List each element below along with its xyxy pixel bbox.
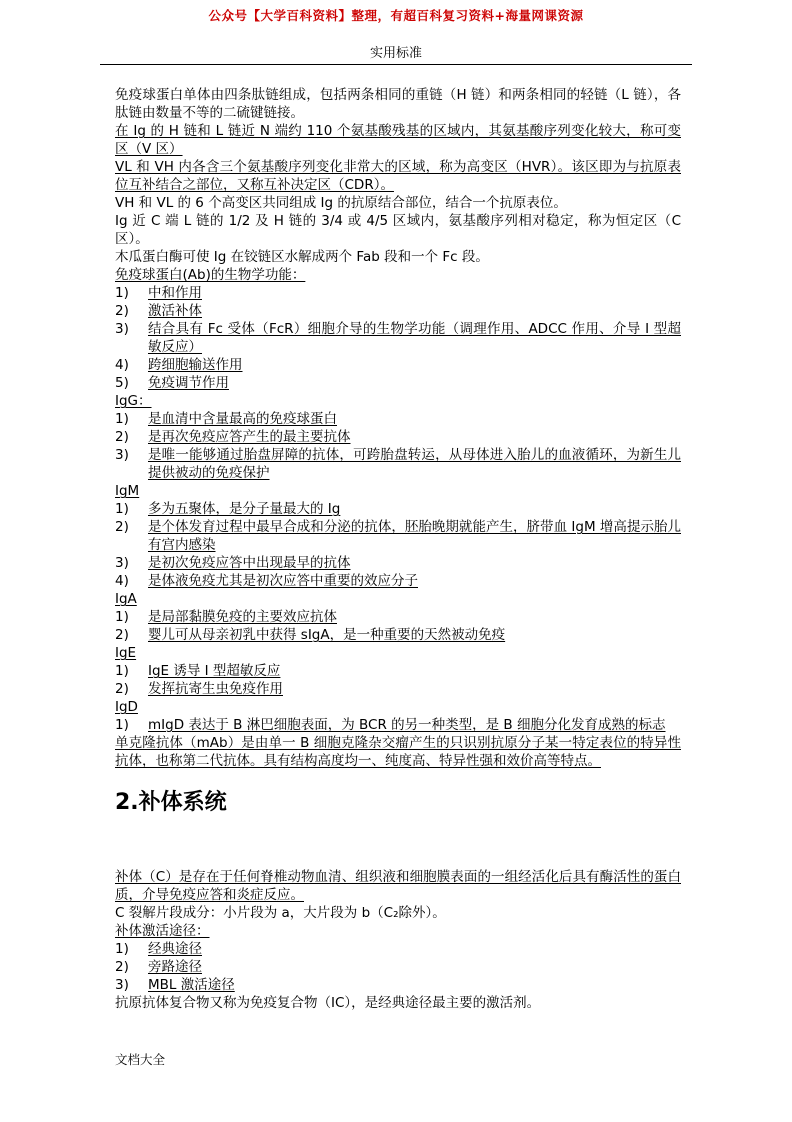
paragraph: 免疫球蛋白(Ab)的生物学功能： [115, 267, 306, 283]
list-item [115, 976, 681, 994]
paragraph: IgD [115, 699, 138, 715]
footer-label: 文档大全 [115, 1052, 166, 1067]
list-marker: 2) [115, 519, 129, 535]
paragraph: C 裂解片段成分：小片段为 a，大片段为 b（C₂除外）。 [115, 905, 446, 921]
list-item [115, 554, 681, 572]
list-item [115, 356, 681, 374]
list-marker: 2) [115, 959, 129, 975]
list-item-text: 中和作用 [148, 285, 202, 301]
list-item [115, 284, 681, 302]
doc-title: 实用标准 [369, 46, 422, 61]
list-item [115, 500, 681, 518]
list-item-text: 跨细胞输送作用 [148, 357, 243, 373]
list-item-text: 发挥抗寄生虫免疫作用 [148, 681, 283, 697]
document-body [115, 86, 681, 1012]
list-item-text: 是体液免疫尤其是初次应答中重要的效应分子 [148, 573, 418, 589]
paragraph: 木瓜蛋白酶可使 Ig 在铰链区水解成两个 Fab 段和一个 Fc 段。 [115, 249, 489, 265]
list-item-text: 免疫调节作用 [148, 375, 229, 391]
list-marker: 1) [115, 717, 129, 733]
paragraph: 免疫球蛋白单体由四条肽链组成，包括两条相同的重链（H 链）和两条相同的轻链（L 链），各肽链由数量不等的二硫键链接。 [115, 87, 681, 121]
list-marker: 4) [115, 573, 129, 589]
list-marker: 1) [115, 609, 129, 625]
list-marker: 3) [115, 321, 129, 337]
paragraph: IgE [115, 645, 137, 661]
list-item-text: 是再次免疫应答产生的最主要抗体 [148, 429, 351, 445]
list-item-text: 旁路途径 [148, 959, 202, 975]
paragraph: IgG： [115, 393, 152, 409]
list-item-text: IgE 诱导 I 型超敏反应 [148, 663, 281, 679]
header-divider [100, 64, 692, 65]
list-marker: 1) [115, 663, 129, 679]
list-item-text: 多为五聚体，是分子量最大的 Ig [148, 501, 341, 517]
list-marker: 3) [115, 977, 129, 993]
list-item-text: mIgD 表达于 B 淋巴细胞表面，为 BCR 的另一种类型，是 B 细胞分化发育成熟的标志 [148, 717, 666, 733]
list-item [115, 446, 681, 482]
list-marker: 3) [115, 555, 129, 571]
list-marker: 3) [115, 447, 129, 463]
paragraph: IgA [115, 591, 137, 607]
list-item [115, 716, 681, 734]
paragraph: VL 和 VH 内各含三个氨基酸序列变化非常大的区域，称为高变区（HVR）。该区即为与抗原表位互补结合之部位，又称互补决定区（CDR）。 [115, 159, 681, 193]
list-item [115, 680, 681, 698]
list-item-text: MBL 激活途径 [148, 977, 235, 993]
list-marker: 5) [115, 375, 129, 391]
list-marker: 1) [115, 411, 129, 427]
list-item-text: 是血清中含量最高的免疫球蛋白 [148, 411, 337, 427]
list-item-text: 是局部黏膜免疫的主要效应抗体 [148, 609, 337, 625]
paragraph: IgM [115, 483, 140, 499]
paragraph: 在 Ig 的 H 链和 L 链近 N 端约 110 个氨基酸残基的区域内，其氨基酸序列变化较大，称可变区（V 区） [115, 123, 681, 157]
list-item-text: 婴儿可从母亲初乳中获得 sIgA，是一种重要的天然被动免疫 [148, 627, 506, 643]
list-item [115, 302, 681, 320]
list-item [115, 518, 681, 554]
paragraph: 补体激活途径： [115, 923, 210, 939]
list-item [115, 428, 681, 446]
list-item [115, 572, 681, 590]
paragraph: 补体（C）是存在于任何脊椎动物血清、组织液和细胞膜表面的一组经活化后具有酶活性的蛋白质，介导免疫应答和炎症反应。 [115, 869, 681, 903]
list-item-text: 激活补体 [148, 303, 202, 319]
list-marker: 4) [115, 357, 129, 373]
list-item-text: 是初次免疫应答中出现最早的抗体 [148, 555, 351, 571]
paragraph: 抗原抗体复合物又称为免疫复合物（IC），是经典途径最主要的激活剂。 [115, 995, 541, 1011]
list-marker: 2) [115, 429, 129, 445]
list-item [115, 958, 681, 976]
header-notice: 公众号【大学百科资料】整理，有超百科复习资料+海量网课资源 [208, 8, 584, 23]
list-marker: 1) [115, 501, 129, 517]
list-marker: 2) [115, 303, 129, 319]
paragraph: 单克隆抗体（mAb）是由单一 B 细胞克隆杂交瘤产生的只识别抗原分子某一特定表位的特异性抗体，也称第二代抗体。具有结构高度均一、纯度高、特异性强和效价高等特点。 [115, 735, 681, 769]
list-item [115, 320, 681, 356]
list-item [115, 608, 681, 626]
list-item [115, 626, 681, 644]
list-item [115, 940, 681, 958]
list-marker: 2) [115, 627, 129, 643]
list-item-text: 是个体发育过程中最早合成和分泌的抗体，胚胎晚期就能产生，脐带血 IgM 增高提示胎儿有宫内感染 [148, 519, 681, 553]
section-heading: 2.补体系统 [115, 790, 227, 815]
paragraph: VH 和 VL 的 6 个高变区共同组成 Ig 的抗原结合部位，结合一个抗原表位。 [115, 195, 567, 211]
list-marker: 1) [115, 285, 129, 301]
list-item [115, 410, 681, 428]
list-item-text: 经典途径 [148, 941, 202, 957]
list-item [115, 374, 681, 392]
paragraph: Ig 近 C 端 L 链的 1/2 及 H 链的 3/4 或 4/5 区域内，氨基酸序列相对稳定，称为恒定区（C 区）。 [115, 213, 681, 247]
list-item-text: 结合具有 Fc 受体（FcR）细胞介导的生物学功能（调理作用、ADCC 作用、介导 I 型超敏反应） [148, 321, 681, 355]
list-marker: 1) [115, 941, 129, 957]
list-marker: 2) [115, 681, 129, 697]
list-item-text: 是唯一能够通过胎盘屏障的抗体，可跨胎盘转运，从母体进入胎儿的血液循环，为新生儿提供被动的免疫保护 [148, 447, 681, 481]
list-item [115, 662, 681, 680]
